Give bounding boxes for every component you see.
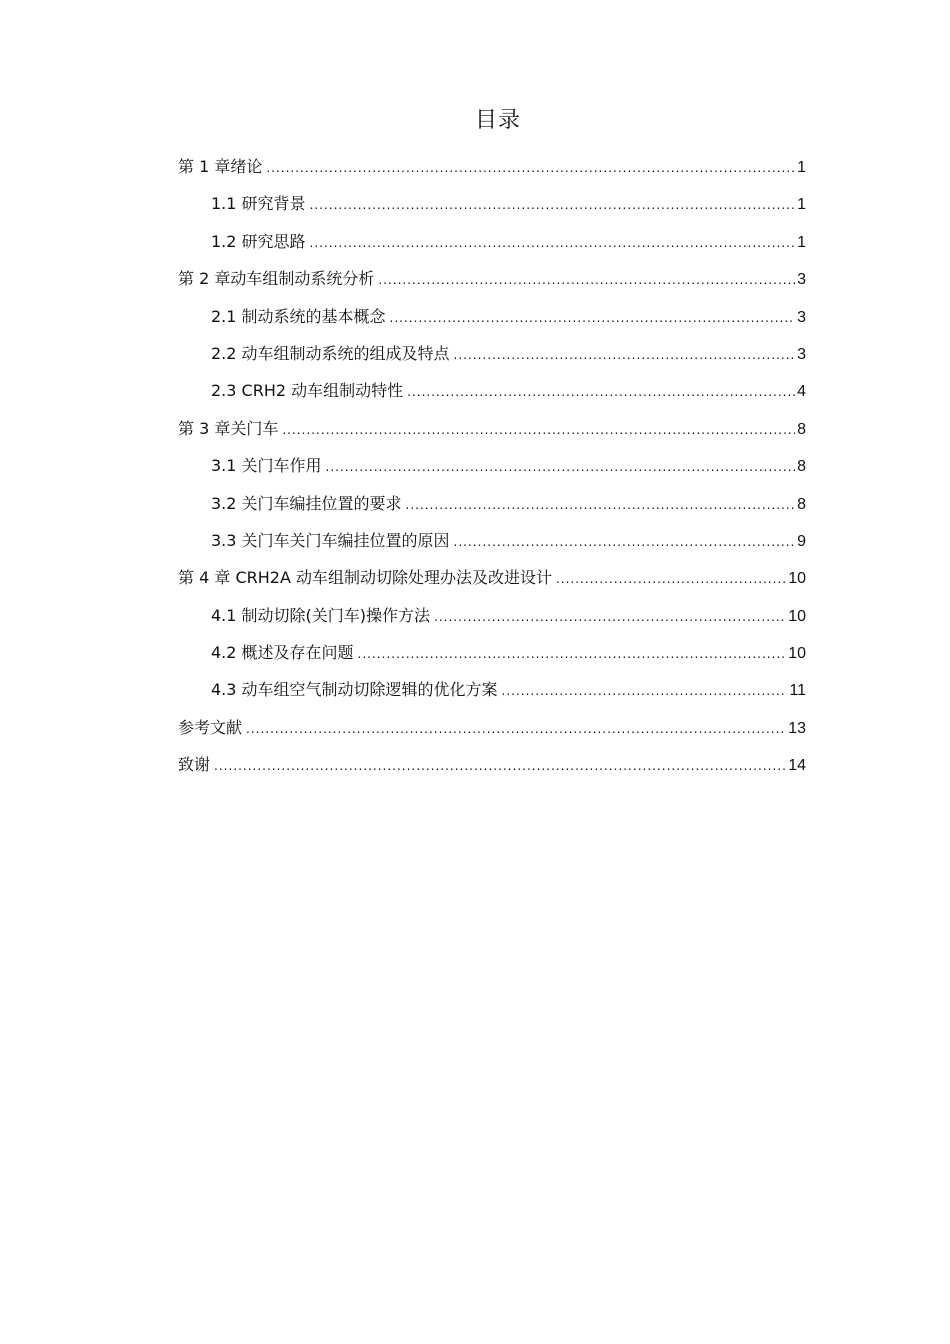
toc-entry-page: 10: [788, 570, 806, 588]
toc-entry[interactable]: [178, 260, 806, 297]
toc-entry-page: 8: [797, 420, 806, 438]
toc-entry-page: 13: [788, 719, 806, 737]
dot-leader: [326, 449, 796, 486]
toc-entry-label: 3.2 关门车编挂位置的要求: [211, 493, 402, 513]
toc-entry[interactable]: [178, 335, 806, 372]
toc-entry-label: 第 2 章动车组制动系统分析: [178, 269, 375, 289]
dot-leader: [310, 187, 796, 224]
toc-entry-page: 3: [797, 271, 806, 289]
dot-leader: [358, 636, 787, 673]
toc-entry-label: 3.3 关门车关门车编挂位置的原因: [211, 530, 450, 550]
toc-entry-label: 致谢: [178, 755, 211, 775]
toc-entry[interactable]: [178, 634, 806, 671]
toc-entry[interactable]: [178, 559, 806, 596]
toc-entry[interactable]: [178, 148, 806, 185]
dot-leader: [434, 599, 786, 636]
toc-entry[interactable]: [178, 223, 806, 260]
toc-entry-page: 1: [797, 233, 806, 251]
dot-leader: [556, 561, 786, 598]
toc-entry-page: 8: [797, 495, 806, 513]
dot-leader: [406, 487, 796, 524]
toc-entry[interactable]: [178, 372, 806, 409]
toc-entry-page: 9: [797, 532, 806, 550]
toc-entry[interactable]: [178, 597, 806, 634]
toc-entry-label: 第 1 章绪论: [178, 157, 263, 176]
toc-entry[interactable]: [178, 410, 806, 447]
toc-entry-page: 11: [789, 682, 806, 700]
dot-leader: [282, 412, 795, 449]
toc-entry-label: 4.3 动车组空气制动切除逻辑的优化方案: [211, 680, 498, 700]
dot-leader: [454, 337, 796, 374]
toc-entry-page: 1: [797, 159, 806, 176]
toc-entry[interactable]: [178, 447, 806, 484]
toc-entry-page: 4: [797, 383, 806, 401]
dot-leader: [407, 374, 795, 411]
toc-entry-label: 第 3 章关门车: [178, 418, 279, 438]
dot-leader: [310, 225, 796, 262]
toc-entry[interactable]: [178, 298, 806, 335]
toc-entry[interactable]: [178, 185, 806, 222]
toc-entry[interactable]: [178, 485, 806, 522]
toc-entry-page: 3: [797, 345, 806, 363]
toc-entry-page: 10: [788, 645, 806, 663]
toc-entry-label: 第 4 章 CRH2A 动车组制动切除处理办法及改进设计: [178, 568, 552, 588]
toc-entry-page: 14: [788, 757, 806, 775]
toc-entry[interactable]: [178, 709, 806, 746]
toc-entry-label: 1.2 研究思路: [211, 231, 306, 251]
dot-leader: [390, 300, 796, 337]
dot-leader: [378, 262, 795, 299]
toc-entry-label: 3.1 关门车作用: [211, 456, 322, 476]
toc-entry-label: 4.2 概述及存在问题: [211, 643, 354, 663]
toc-title: 目录: [474, 108, 521, 133]
toc-entry-page: 1: [797, 196, 806, 214]
toc-entry-page: 3: [797, 308, 806, 326]
dot-leader: [266, 150, 795, 187]
toc-entry[interactable]: [178, 522, 806, 559]
dot-leader: [502, 673, 788, 710]
dot-leader: [214, 748, 786, 785]
toc-entry-page: 8: [797, 458, 806, 476]
toc-list: [178, 148, 806, 784]
toc-entry-page: 10: [788, 607, 806, 625]
toc-entry[interactable]: [178, 671, 806, 708]
toc-entry-label: 2.2 动车组制动系统的组成及特点: [211, 343, 450, 363]
toc-entry-label: 2.3 CRH2 动车组制动特性: [211, 381, 404, 401]
dot-leader: [454, 524, 796, 561]
dot-leader: [246, 711, 786, 748]
toc-entry-label: 参考文献: [178, 717, 243, 737]
toc-entry[interactable]: [178, 746, 806, 783]
toc-entry-label: 1.1 研究背景: [211, 194, 306, 214]
toc-entry-label: 4.1 制动切除(关门车)操作方法: [211, 605, 431, 625]
toc-entry-label: 2.1 制动系统的基本概念: [211, 306, 386, 326]
